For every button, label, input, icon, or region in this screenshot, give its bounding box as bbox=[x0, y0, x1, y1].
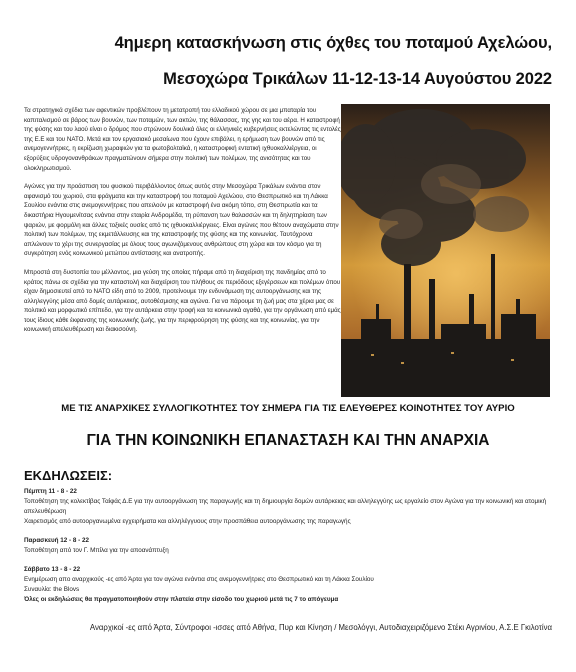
event-description: Συναυλία: the Blovs bbox=[24, 586, 80, 593]
event-description: Ενημέρωση απο αναρχικούς -ες από Άρτα για τον αγώνα ενάντια στις ανεμογεννήτριες στο Θεσπρωτικό και τη Λάκκα Σουλίου bbox=[24, 576, 374, 583]
event-date: Παρασκευή 12 - 8 - 22 bbox=[24, 537, 89, 544]
event-date: Σάββατο 13 - 8 - 22 bbox=[24, 566, 81, 573]
paragraph-1: Τα στρατηγικά σχέδια των αφεντικών προβλέπουν τη μετατροπή του ελλαδικού χώρου σε μια μπαταρία του καπιταλισμού σε βάρος των βουνών, των ποταμών, των ακτών, της θάλασσας, της γης και του αέρα. Η καταστροφή της φύσης και του λαού είναι ο δρόμος που στρώνουν δουλικά όλες οι ελληνικές κυβερνήσεις εκτελώντας τις εντολές της Ε.Ε και του ΝΑΤΟ. Μετά και τον εργασιακό μεσαίωνα που έχουν επιβάλει, η ερήμωση των βουνών από τις ανεμογεννήτριες, η εκρίζωση χωραφιών για τα φωτοβολταϊκά, η καταστροφική εντατική ιχθυοκαλλιέργεια, οι εξορύξεις υδρογονανθράκων πραγματώνουν σήμερα στην πολιτική των πολέμων, της ανισότητας και του ολοκληρωτισμού. bbox=[24, 107, 341, 172]
events-list bbox=[24, 487, 554, 614]
event-description: Χαιρετισμός από αυτοοργανωμένα εγχειρήματα και αλληλέγγυους στην προσπάθεια αυτοοργάνωσης της παραγωγής bbox=[24, 518, 351, 525]
events-location-note: Όλες οι εκδηλώσεις θα πραγματοποιηθούν στην πλατεία στην είσοδο του χωριού μετά τις 7 το απόγευμα bbox=[24, 596, 339, 603]
title-line-2: Μεσοχώρα Τρικάλων 11-12-13-14 Αυγούστου 2022 bbox=[163, 70, 552, 88]
event-description: Τοποθέτηση της κολεκτίβας Ταίφάς Δ.Ε για την αυτοοργάνωση της παραγωγής και τη δημιουργία δομών αυτάρκειας και αλληλεγγύης ως εργαλείο στον Αγώνα για την κοινωνική και ατομική απελευθέρωση bbox=[24, 498, 547, 515]
event-day-3 bbox=[24, 565, 554, 605]
slogan-line-1: ΜΕ ΤΙΣ ΑΝΑΡΧΙΚΕΣ ΣΥΛΛΟΓΙΚΟΤΗΤΕΣ ΤΟΥ ΣΗΜΕΡΑ ΓΙΑ ΤΙΣ ΕΛΕΥΘΕΡΕΣ ΚΟΙΝΟΤΗΤΕΣ ΤΟΥ ΑΥΡΙΟ bbox=[61, 403, 515, 414]
event-day-1 bbox=[24, 487, 554, 527]
slogan-line-2: ΓΙΑ ΤΗΝ ΚΟΙΝΩΝΙΚΗ ΕΠΑΝΑΣΤΑΣΗ ΚΑΙ ΤΗΝ ΑΝΑΡΧΙΑ bbox=[86, 432, 490, 449]
event-description: Τοποθέτηση από τον Γ. Μπίλα για την αποανάπτυξη bbox=[24, 547, 169, 554]
industrial-smokestacks-image bbox=[341, 104, 550, 397]
event-day-2 bbox=[24, 536, 554, 556]
title-line-1: 4ημερη κατασκήνωση στις όχθες του ποταμού Αχελώου, bbox=[114, 34, 552, 52]
paragraph-3: Μπροστά στη δυστοπία του μέλλοντος, μια γεύση της οποίας πήραμε από τη διαχείριση της πανδημίας από το κράτος πάνω σε σχέδια για την καταστολή και διαχείριση του πλήθους σε περιόδους εξεγέρσεων και πολέμων όπου είχαν δημοσιευτεί από το ΝΑΤΟ είδη από το 2009, προτείνουμε την ενδυνάμωση της αυτοοργάνωσης και της αλληλεγγύης μέσα από δομές αυτάρκειας, αυτοθέσμισης και αγώνα. Για να πάρουμε τη ζωή μας στα χέρια μας σε πολιτικό και μορφωτικό επίπεδο, για την αυτάρκεια στην τροφή και τα κοινωνικά αγαθά, για την οργάνωση από εμάς τους ίδιους κάθε έκφανσης της κοινωνικής ζωής, για την περιφρούρηση της φύσης και της κοινωνίας, για την κοινωνική απελευθέρωση και διακισούνη. bbox=[24, 268, 341, 334]
signatories: Αναρχικοί -ες από Άρτα, Σύντροφοι -ισσες από Αθήνα, Πυρ και Κίνηση / Μεσολόγγι, Αυτοδιαχειριζόμενο Στέκι Αγρινίου, Α.Σ.Ε Γκιλοτίνα bbox=[89, 623, 552, 632]
body-text bbox=[24, 106, 342, 344]
event-date: Πέμπτη 11 - 8 - 22 bbox=[24, 488, 77, 495]
events-heading: ΕΚΔΗΛΩΣΕΙΣ: bbox=[24, 468, 113, 483]
paragraph-2: Αγώνες για την προάσπιση του φυσικού περιβάλλοντος όπως αυτός στην Μεσοχώρα Τρικάλων ενάντια στον αφανισμό του χωριού, στα φράγματα και την καταστροφή του ποταμού Αχελώου, στο Θεσπρωτικό και τη Λάκκα Σουλίου ενάντια στις ανεμογεννήτριες που απειλούν με καταστροφή ένα ακόμη τόπο, στη Θεσπρωτία και τα δικαστήρια Ηγουμενίτσας ενάντια στην εταιρία Ανδρομέδα, τη ρύπανση των θαλασσών και τη δηλητηρίαση των ψαριών, με φορμόλη και άλλες τοξικές ουσίες από τις ιχθυοκαλλιέργειες. Είναι αγώνες που θέτουν αναχώματα στην πολιτική των πολέμων, της εκμετάλλευσης και της καταστροφής της φύσης και της κοινωνίας. Ταυτόχρονα απλώνουν το χέρι της συνεργασίας με όλους τους αγωνιζόμενους ανθρώπους στη χώρα και τον κόσμο για τη συγκρότηση ενός κοινωνικού μετώπου αντίστασης και ανατροπής. bbox=[24, 183, 339, 258]
